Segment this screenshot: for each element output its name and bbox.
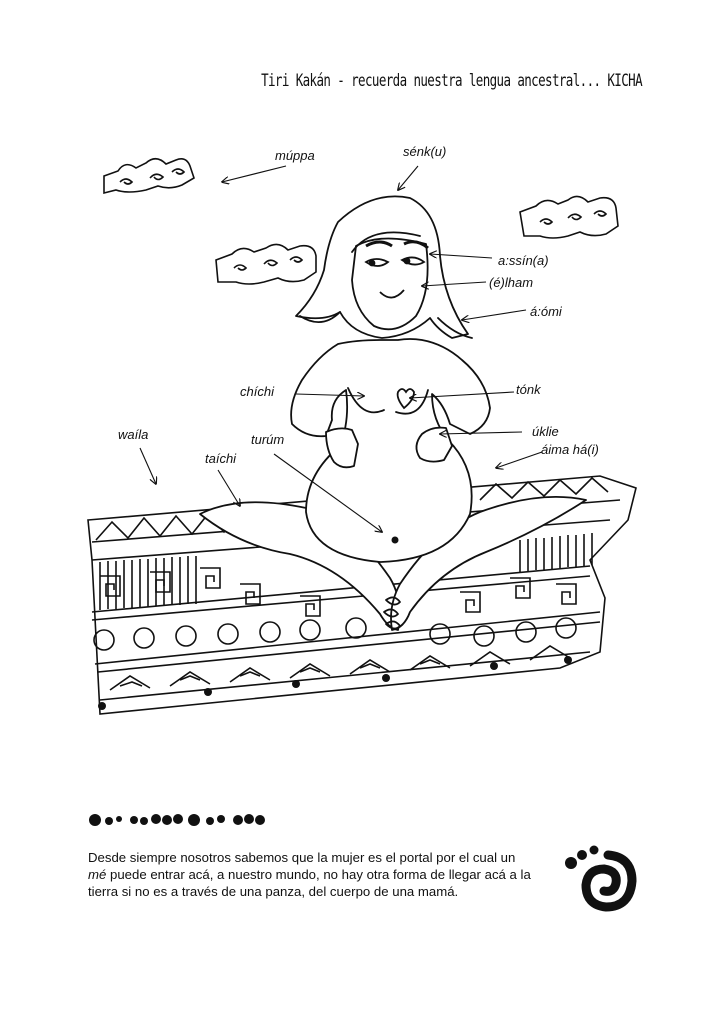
label-waila: waíla <box>118 427 149 442</box>
story-paragraph <box>88 849 558 900</box>
label-senk: sénk(u) <box>403 144 447 159</box>
label-turum: turúm <box>251 432 285 447</box>
rug-bottom-band <box>110 646 570 690</box>
label-uklie: úklie <box>532 424 559 439</box>
cloud-icon <box>104 159 194 193</box>
rug-circles <box>94 618 576 650</box>
navel-dot <box>392 537 399 544</box>
cloud-icon <box>216 244 316 284</box>
label-taichi: taíchi <box>205 451 237 466</box>
label-elham: (é)lham <box>489 275 534 290</box>
label-muppa: múppa <box>275 148 315 163</box>
label-aima: áima há(i) <box>541 442 599 457</box>
label-tonk: tónk <box>516 382 541 397</box>
spiral-icon <box>562 843 642 915</box>
dots-divider-icon <box>88 808 288 830</box>
paragraph-text-1: Desde siempre nosotros sabemos que la mujer es el portal por el cual un <box>88 850 516 865</box>
label-assin: a:ssín(a) <box>498 253 549 268</box>
label-aomi: á:ómi <box>530 304 562 319</box>
paragraph-text-2: puede entrar acá, a nuestro mundo, no hay otra forma de llegar acá a la tierra si no es a través de una panza, del cuerpo de una mamá. <box>88 867 531 899</box>
label-chichi: chíchi <box>240 384 274 399</box>
paragraph-emphasis: mé <box>88 867 107 882</box>
page-header: Tiri Kakán - recuerda nuestra lengua ancestral... KICHA <box>261 70 642 91</box>
rug-dots <box>98 656 572 710</box>
cloud-icon <box>520 196 618 238</box>
